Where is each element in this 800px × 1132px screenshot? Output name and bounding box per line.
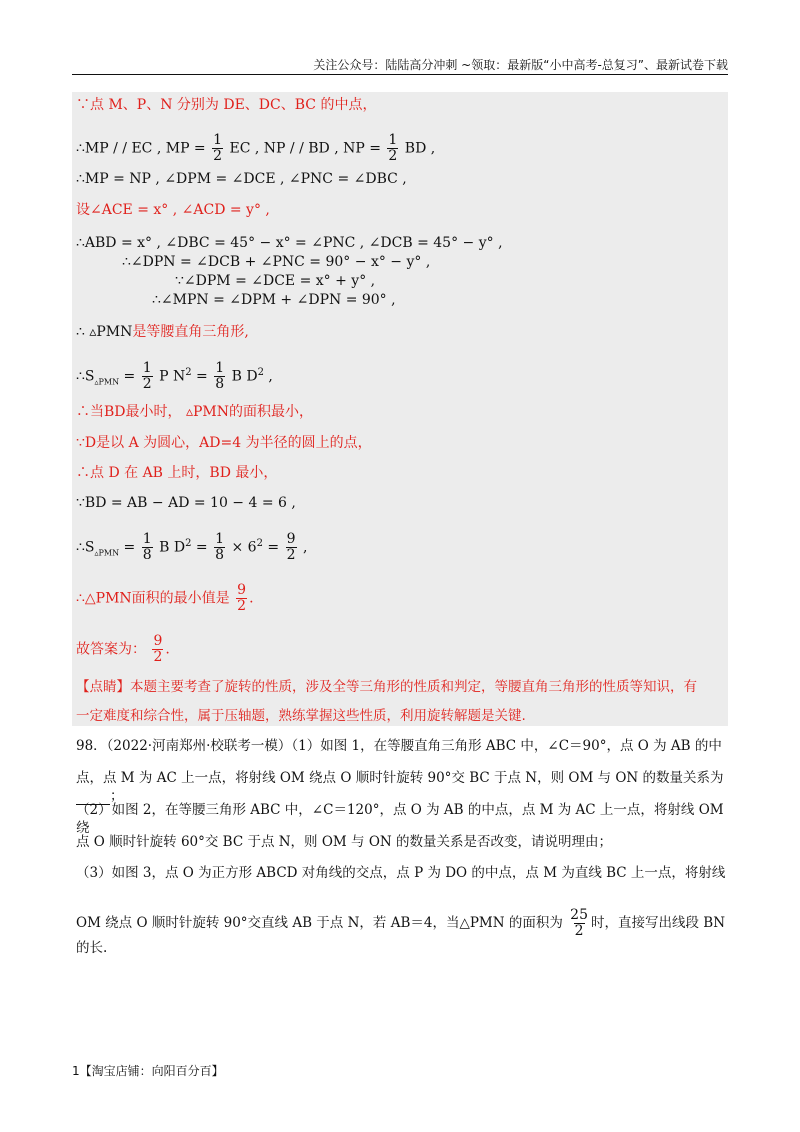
question-line-3: （2）如图 2，在等腰三角形 ABC 中，∠C＝120°，点 O 为 AB 的中点，点 M 为 AC 上一点，将射线 OM 绕 (76, 802, 724, 836)
text-segment: 时，直接写出线段 BN 的长. (76, 915, 726, 956)
numerator: 9 (153, 633, 163, 649)
text-segment: 点，点 M 为 AC 上一点，将射线 OM 绕点 O 顺时针旋转 90°交 BC 于点 N，则 OM 与 ON 的数量关系为 (76, 770, 724, 786)
solution-line-11: ∴当BD最小时， ▵PMN的面积最小， (76, 404, 313, 420)
text-segment: , (302, 539, 308, 556)
numerator: 9 (237, 582, 247, 598)
solution-line-12: ∵D是以 A 为圆心，AD=4 为半径的圆上的点， (76, 435, 372, 451)
solution-line-13: ∴点 D 在 AB 上时，BD 最小， (76, 465, 278, 481)
solution-line-3: ∴MP = NP , ∠DPM = ∠DCE , ∠PNC = ∠DBC , (76, 171, 407, 187)
text-segment: 设∠ACE = x° , ∠ACD = y° , (76, 202, 270, 218)
denominator: 2 (388, 148, 398, 164)
text-segment: = (191, 368, 213, 385)
header-rule (72, 74, 728, 75)
solution-line-4 (76, 201, 270, 219)
denominator: 8 (215, 376, 225, 392)
text-segment: = (262, 539, 284, 556)
fraction (387, 133, 398, 164)
text-segment: = (119, 539, 140, 556)
solution-line-14: ∵BD = AB − AD = 10 − 4 = 6 , (76, 495, 296, 511)
superscript: 2 (256, 537, 263, 549)
page-footer: 1【淘宝店铺：向阳百分百】 (72, 1064, 224, 1078)
numerator: 1 (215, 360, 225, 376)
fraction (569, 908, 589, 939)
question-line-1: 98．（2022·河南郑州·校联考一模）（1）如图 1，在等腰直角三角形 ABC 中，∠C＝90°，点 O 为 AB 的中 (76, 738, 722, 754)
question-line-5: （3）如图 3，点 O 为正方形 ABCD 对角线的交点，点 P 为 DO 的中点，点 M 为直线 BC 上一点，将射线 (76, 865, 726, 881)
comment-line-1: 【点睛】本题主要考查了旋转的性质，涉及全等三角形的性质和判定，等腰直角三角形的性质等知识，有 (76, 679, 697, 695)
text-segment: ∴MP / / EC , MP = (76, 140, 211, 157)
solution-line-6: ∴∠DPN = ∠DCB + ∠PNC = 90° − x° − y° , (122, 254, 431, 270)
solution-line-7: ∵∠DPM = ∠DCE = x° + y° , (175, 273, 376, 289)
denominator: 2 (237, 598, 247, 614)
numerator: 25 (570, 907, 588, 923)
text-segment: P N (159, 368, 186, 385)
denominator: 2 (213, 148, 223, 164)
fraction (286, 532, 297, 563)
question-line-6 (76, 908, 732, 957)
fraction (214, 532, 225, 563)
solution-line-5: ∴ABD = x° , ∠DBC = 45° − x° = ∠PNC , ∠DCB = 45° − y° , (76, 235, 503, 251)
fraction (236, 583, 247, 614)
solution-line-15 (76, 532, 307, 563)
solution-line-10 (76, 361, 273, 392)
text-segment: . (165, 641, 170, 658)
page-header: 关注公众号：陆陆高分冲刺 ~领取：最新版“小中高考-总复习”、最新试卷下载 (313, 58, 728, 72)
denominator: 2 (286, 547, 296, 563)
text-segment: 故答案为： (76, 641, 146, 658)
text-segment: ∴ ▵PMN (76, 324, 133, 340)
text-segment: B D (159, 539, 186, 556)
solution-line-17 (76, 634, 170, 665)
numerator: 1 (142, 531, 152, 547)
text-segment: ∴S (76, 368, 95, 385)
solution-line-2 (76, 133, 435, 164)
text-segment: BD , (404, 140, 436, 157)
solution-line-9 (76, 323, 249, 341)
denominator: 8 (142, 547, 152, 563)
fraction (142, 361, 153, 392)
numerator: 1 (142, 360, 152, 376)
numerator: 9 (286, 531, 296, 547)
solution-line-16 (76, 583, 254, 614)
text-segment: ∴△PMN面积的最小值是 (76, 590, 230, 607)
numerator: 1 (213, 132, 223, 148)
solution-line-1: ∵点 M、P、N 分别为 DE、DC、BC 的中点， (76, 97, 377, 113)
solution-line-8: ∴∠MPN = ∠DPM + ∠DPN = 90° , (152, 292, 396, 308)
question-line-2 (76, 769, 732, 805)
fraction (152, 634, 163, 665)
superscript: 2 (185, 366, 192, 378)
numerator: 1 (215, 531, 225, 547)
text-segment: × 6 (231, 539, 257, 556)
question-line-4: 点 O 顺时针旋转 60°交 BC 于点 N，则 OM 与 ON 的数量关系是否改变，请说明理由； (76, 834, 612, 850)
fraction (214, 361, 225, 392)
text-segment: B D (231, 368, 258, 385)
text-segment: ∴S (76, 539, 95, 556)
numerator: 1 (388, 132, 398, 148)
denominator: 2 (142, 376, 152, 392)
denominator: 2 (574, 923, 584, 939)
superscript: 2 (257, 366, 264, 378)
text-segment: 是等腰直角三角形, (132, 324, 249, 340)
denominator: 2 (153, 649, 163, 665)
fraction (142, 532, 153, 563)
text-segment: EC , NP / / BD , NP = (229, 140, 386, 157)
comment-line-2: 一定难度和综合性，属于压轴题，熟练掌握这些性质，利用旋转解题是关键. (76, 708, 526, 724)
denominator: 8 (215, 547, 225, 563)
text-segment: OM 绕点 O 顺时针旋转 90°交直线 AB 于点 N，若 AB＝4，当△PMN 的面积为 (76, 915, 563, 931)
text-segment: , (263, 368, 273, 385)
subscript: ▵PMN (94, 548, 120, 558)
text-segment: ； (110, 788, 124, 804)
subscript: ▵PMN (94, 377, 120, 387)
superscript: 2 (185, 537, 192, 549)
text-segment: = (191, 539, 213, 556)
text-segment: = (119, 368, 140, 385)
text-segment: . (249, 590, 254, 607)
fraction (212, 133, 223, 164)
